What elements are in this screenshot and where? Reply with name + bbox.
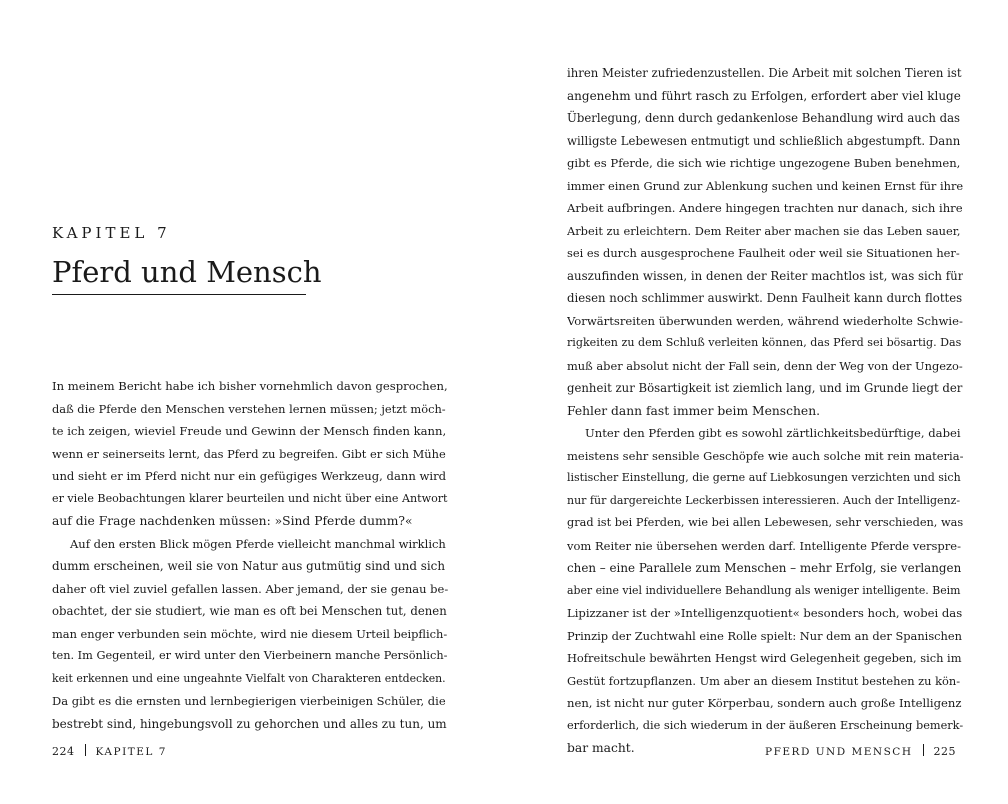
text-line: te ich zeigen, wieviel Freude und Gewinn der Mensch finden kann, xyxy=(52,424,447,438)
text-line: Überlegung, denn durch gedankenlose Behandlung wird auch das xyxy=(567,111,961,125)
chapter-title: Pferd und Mensch xyxy=(52,255,322,289)
text-line: Prinzip der Zuchtwahl eine Rolle spielt: Nur dem an der Spanischen xyxy=(567,628,962,643)
page-number: 224 xyxy=(52,745,75,758)
text-line: auszufinden wissen, in denen der Reiter machtlos ist, was sich für xyxy=(567,268,963,283)
text-line: muß aber absolut nicht der Fall sein, denn der Weg von der Ungezo- xyxy=(567,358,963,373)
text-line: bestrebt sind, hingebungsvoll zu gehorchen und alles zu tun, um xyxy=(52,716,447,731)
text-line: und sieht er im Pferd nicht nur ein gefügiges Werkzeug, dann wird xyxy=(52,469,447,483)
text-line: wenn er seinerseits lernt, das Pferd zu begreifen. Gibt er sich Mühe xyxy=(52,446,446,461)
text-line: vom Reiter nie übersehen werden darf. Intelligente Pferde verspre- xyxy=(567,538,961,553)
text-line: In meinem Bericht habe ich bisher vornehmlich davon gesprochen, xyxy=(52,379,448,393)
chapter-label: KAPITEL 7 xyxy=(52,224,171,242)
text-line: Unter den Pferden gibt es sowohl zärtlichkeitsbedürftige, dabei xyxy=(585,426,961,440)
right-body-text xyxy=(567,62,963,760)
text-line: meistens sehr sensible Geschöpfe wie auch solche mit rein materia- xyxy=(567,448,963,463)
footer-separator xyxy=(923,744,924,756)
text-line: Vorwärtsreiten überwunden werden, während wiederholte Schwie- xyxy=(567,313,963,328)
text-line: Gestüt fortzupflanzen. Um aber an diesem Institut bestehen zu kön- xyxy=(567,673,961,688)
title-underline xyxy=(52,294,306,295)
text-line: ten. Im Gegenteil, er wird unter den Vierbeinern manche Persönlich- xyxy=(52,649,448,662)
text-line: chen – eine Parallele zum Menschen – mehr Erfolg, sie verlangen xyxy=(567,561,962,575)
text-line: angenehm und führt rasch zu Erfolgen, erfordert aber viel kluge xyxy=(567,88,961,103)
footer-separator xyxy=(85,744,86,756)
text-line: nen, ist nicht nur guter Körperbau, sondern auch große Intelligenz xyxy=(567,696,962,710)
left-body-text xyxy=(52,375,448,735)
text-line: auf die Frage nachdenken müssen: »Sind Pferde dumm?« xyxy=(52,514,413,528)
running-head: KAPITEL 7 xyxy=(95,746,167,758)
text-line: sei es durch ausgesprochene Faulheit oder weil sie Situationen her- xyxy=(567,246,960,260)
text-line: grad ist bei Pferden, wie bei allen Lebewesen, sehr verschieden, was xyxy=(567,516,963,529)
text-line: diesen noch schlimmer auswirkt. Denn Faulheit kann durch flottes xyxy=(567,291,963,305)
text-line: Hofreitschule bewährten Hengst wird Gelegenheit gegeben, sich im xyxy=(567,651,962,665)
text-line: er viele Beobachtungen klarer beurteilen und nicht über eine Antwort xyxy=(52,491,448,505)
running-head: PFERD UND MENSCH xyxy=(765,746,913,758)
text-line: aber eine viel individuellere Behandlung als weniger intelligente. Beim xyxy=(567,583,961,597)
text-line: Auf den ersten Blick mögen Pferde vielleicht manchmal wirklich xyxy=(70,536,446,551)
text-line: dumm erscheinen, weil sie von Natur aus gutmütig sind und sich xyxy=(52,559,445,573)
text-line: daß die Pferde den Menschen verstehen lernen müssen; jetzt möch- xyxy=(52,401,446,416)
text-line: bar macht. xyxy=(567,741,635,755)
text-line: Arbeit aufbringen. Andere hingegen trachten nur danach, sich ihre xyxy=(567,201,963,215)
text-line: Da gibt es die ernsten und lernbegierigen vierbeinigen Schüler, die xyxy=(52,694,446,708)
text-line: nur für dargereichte Leckerbissen interessieren. Auch der Intelligenz- xyxy=(567,493,961,507)
text-line: willigste Lebewesen entmutigt und schließlich abgestumpft. Dann xyxy=(567,133,961,148)
page-number: 225 xyxy=(933,745,956,758)
text-line: ihren Meister zufriedenzustellen. Die Arbeit mit solchen Tieren ist xyxy=(567,66,962,80)
text-line: man enger verbunden sein möchte, wird nie diesem Urteil beipflich- xyxy=(52,626,448,641)
text-line: Arbeit zu erleichtern. Dem Reiter aber machen sie das Leben sauer, xyxy=(567,223,961,238)
left-footer xyxy=(52,744,167,758)
text-line: Lipizzaner ist der »Intelligenzquotient« besonders hoch, wobei das xyxy=(567,606,963,620)
text-line: Fehler dann fast immer beim Menschen. xyxy=(567,403,821,418)
text-line: daher oft viel zuviel gefallen lassen. Aber jemand, der sie genau be- xyxy=(52,581,448,596)
text-line: obachtet, der sie studiert, wie man es oft bei Menschen tut, denen xyxy=(52,604,447,618)
text-line: genheit zur Bösartigkeit ist ziemlich lang, und im Grunde liegt der xyxy=(567,381,963,395)
text-line: rigkeiten zu dem Schluß verleiten können, das Pferd sei bösartig. Das xyxy=(567,336,962,349)
text-line: keit erkennen und eine ungeahnte Vielfalt von Charakteren entdecken. xyxy=(52,671,446,685)
text-line: listischer Einstellung, die gerne auf Liebkosungen verzichten und sich xyxy=(567,471,961,484)
text-line: gibt es Pferde, die sich wie richtige ungezogene Buben benehmen, xyxy=(567,156,961,170)
right-page xyxy=(504,0,1008,804)
text-line: erforderlich, die sich wiederum in der äußeren Erscheinung bemerk- xyxy=(567,718,963,732)
right-footer xyxy=(765,744,956,758)
text-line: immer einen Grund zur Ablenkung suchen und keinen Ernst für ihre xyxy=(567,178,963,193)
